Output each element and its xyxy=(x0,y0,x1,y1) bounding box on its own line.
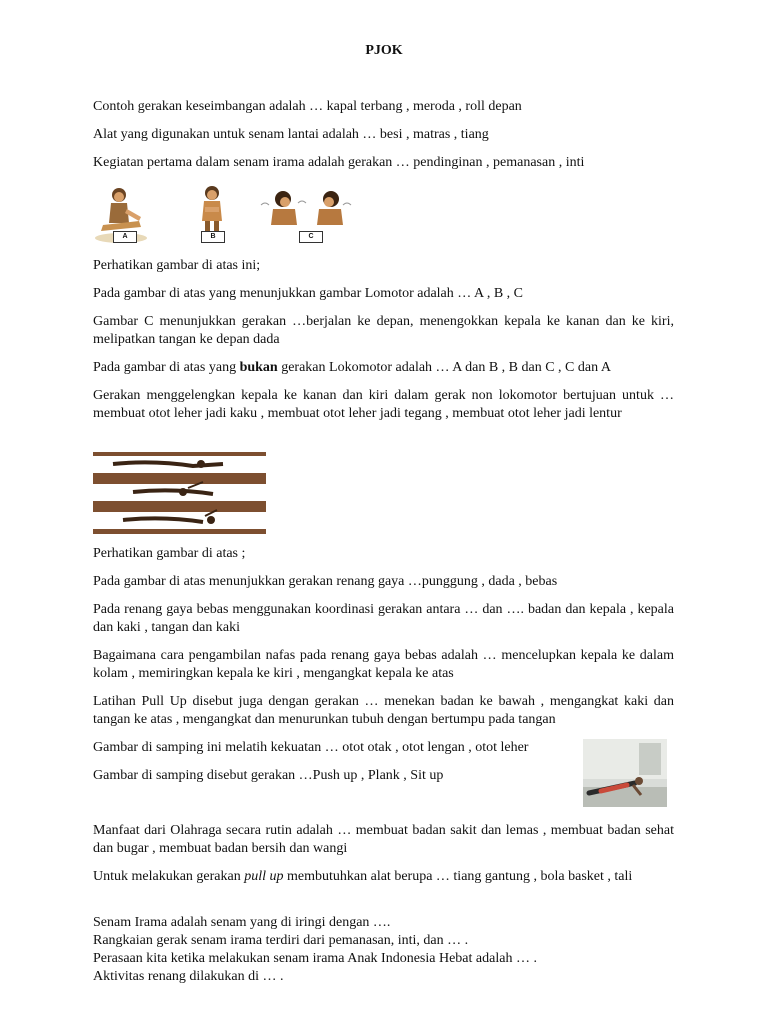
locomotor-figure xyxy=(93,181,358,245)
page-title: PJOK xyxy=(365,43,403,58)
plank-photo xyxy=(583,739,667,807)
question-rhythm-sequence: Rangkaian gerak senam irama terdiri dari pemanasan, inti, dan … . xyxy=(93,933,469,948)
question-pull-up-tool: Untuk melakukan gerakan pull up membutuhkan alat berupa … tiang gantung , bola basket , tali xyxy=(93,869,633,884)
question-rhythm-accompaniment: Senam Irama adalah senam yang di iringi dengan …. xyxy=(93,915,391,930)
swimming-illustration xyxy=(93,452,266,534)
figure-label-c: C xyxy=(299,231,323,243)
question-balance: Contoh gerakan keseimbangan adalah … kapal terbang , meroda , roll depan xyxy=(93,99,522,114)
question-rhythm-feeling: Perasaan kita ketika melakukan senam irama Anak Indonesia Hebat adalah … . xyxy=(93,951,537,966)
question-rhythm-gym-first: Kegiatan pertama dalam senam irama adalah gerakan … pendinginan , pemanasan , inti xyxy=(93,155,585,170)
figure-label-a: A xyxy=(113,231,137,243)
question-swim-style: Pada gambar di atas menunjukkan gerakan renang gaya …punggung , dada , bebas xyxy=(93,574,558,589)
question-strength: Gambar di samping ini melatih kekuatan … otot otak , otot lengan , otot leher xyxy=(93,740,529,755)
question-pull-up: Latihan Pull Up disebut juga dengan gerakan … menekan badan ke bawah , mengangkat kaki dan tangan ke atas , mengangkat dan menurunkan tubuh dengan bertumpu pada tangan xyxy=(93,694,674,727)
question-floor-gym-tool: Alat yang digunakan untuk senam lantai adalah … besi , matras , tiang xyxy=(93,127,489,142)
question-head-shake: Gerakan menggelengkan kepala ke kanan dan kiri dalam gerak non lokomotor bertujuan untuk … membuat otot leher jadi kaku , membuat otot leher jadi tegang , membuat otot leher jadi lentur xyxy=(93,388,674,421)
question-picture-c: Gambar C menunjukkan gerakan …berjalan ke depan, menengokkan kepala ke kanan dan ke kiri, melipatkan tangan ke depan dada xyxy=(93,314,674,347)
question-not-locomotor: Pada gambar di atas yang bukan gerakan Lokomotor adalah … A dan B , B dan C , C dan A xyxy=(93,360,611,375)
swimming-figure xyxy=(93,452,266,534)
question-freestyle-coordination: Pada renang gaya bebas menggunakan koordinasi gerakan antara … dan …. badan dan kepala , kepala dan kaki , tangan dan kaki xyxy=(93,602,674,635)
question-locomotor: Pada gambar di atas yang menunjukkan gambar Lomotor adalah … A , B , C xyxy=(93,286,524,301)
question-look-above: Perhatikan gambar di atas ini; xyxy=(93,258,261,273)
question-movement-name: Gambar di samping disebut gerakan …Push up , Plank , Sit up xyxy=(93,768,444,783)
question-look-above-2: Perhatikan gambar di atas ; xyxy=(93,546,246,561)
question-freestyle-breathing: Bagaimana cara pengambilan nafas pada renang gaya bebas adalah … mencelupkan kepala ke dalam kolam , memiringkan kepala ke kiri , mengangkat kepala ke atas xyxy=(93,648,674,681)
emphasis-bukan: bukan xyxy=(239,360,278,375)
emphasis-pull-up: pull up xyxy=(244,869,284,884)
question-swim-location: Aktivitas renang dilakukan di … . xyxy=(93,969,284,984)
plank-illustration xyxy=(583,739,667,807)
figure-label-b: B xyxy=(201,231,225,243)
question-exercise-benefit: Manfaat dari Olahraga secara rutin adalah … membuat badan sakit dan lemas , membuat badan sehat dan bugar , membuat badan bersih dan wangi xyxy=(93,823,674,856)
